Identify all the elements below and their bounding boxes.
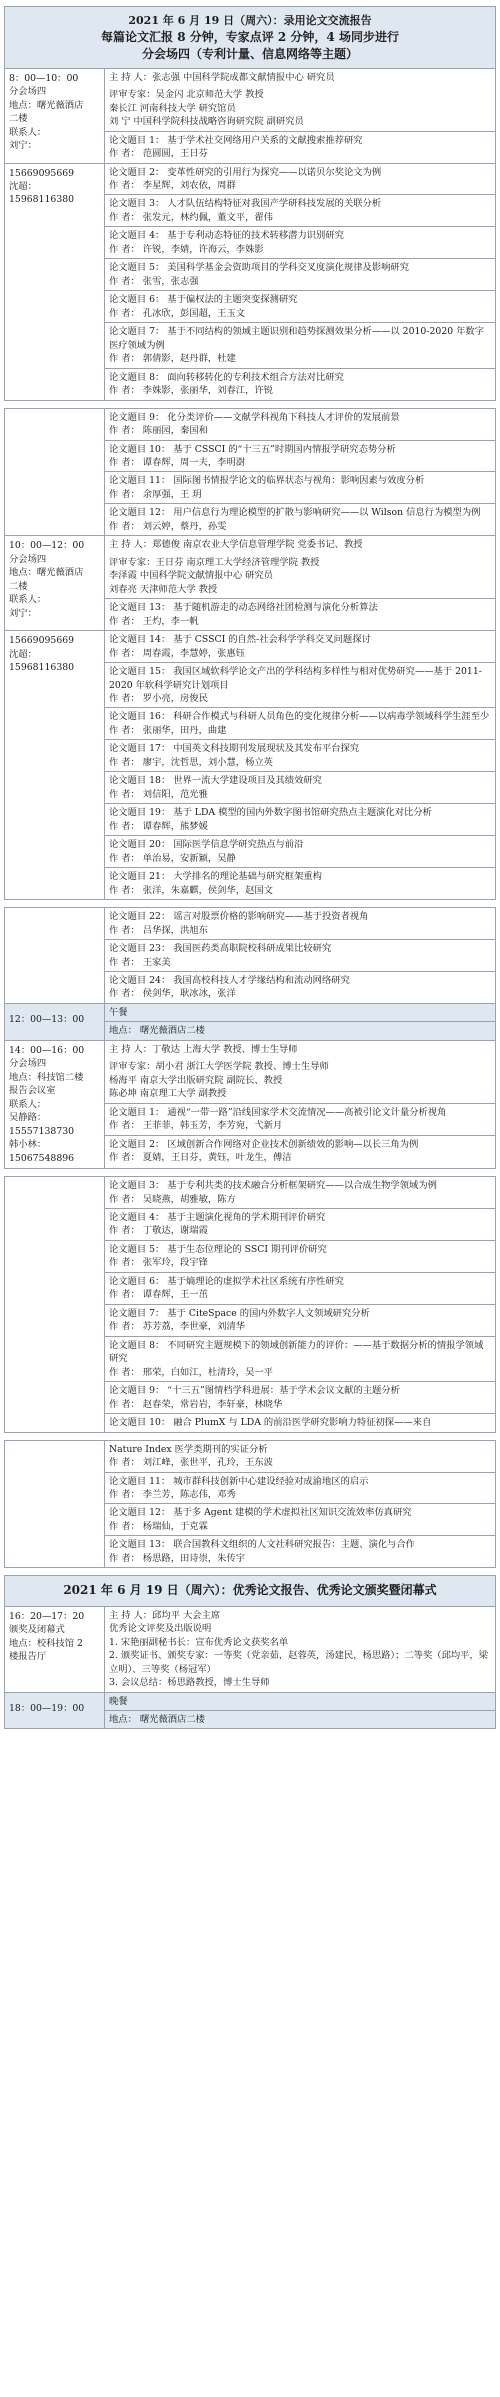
session-block-6 <box>4 907 496 1004</box>
paper-row: 论文题目 2： 区域创新合作网络对企业技术创新绩效的影响—以长三角为例 作 者： 夏婧，王日芬，黄钰，叶龙生，傅洁 <box>109 1138 419 1164</box>
paper-row: 论文题目 12： 用户信息行为理论模型的扩散与影响研究——以 Wilson 信息行为模型为例 作 者： 刘云婷，蔡丹，孙雯 <box>109 507 481 532</box>
paper-row: Nature Index 医学类期刊的实证分析 作 者： 刘江峰，张世平，孔玲，王东波 <box>105 1441 495 1473</box>
paper-row: 论文题目 3： 人才队伍结构特征对我国产学研科技发展的关联分析 作 者： 张发元，林约佩，董文平，翟伟 <box>105 195 495 227</box>
paper-row: 论文题目 10： 融合 PlumX 与 LDA 的前沿医学研究影响力特征初探——来自 <box>109 1417 432 1429</box>
lunch-location: 地点： 曙光薇酒店二楼 <box>109 1025 205 1037</box>
lunch-block <box>4 1004 496 1041</box>
paper-row: 论文题目 6： 基于偏权法的主题突变探测研究 作 者： 孔冰欣，彭国超，王玉文 <box>105 291 495 323</box>
session-block-4 <box>4 536 496 631</box>
closing-agenda: 主 持 人：邱均平 大会主席 优秀论文评奖及出版说明 1. 宋艳丽副秘书长：宣布优秀论文获奖名单 2. 颁奖证书、颁奖专家：一等奖（党亲茹，赵蓉英，汤建民，杨思路）；二等奖（邱均平，梁立明）、三等奖（杨冠军） 3. 会议总结：杨思路教授，博士生导师 <box>109 1609 489 1689</box>
session-3-info: 14：00—16：00 分会场四 地点：科技馆二楼 报告会议室 联系人： 吴静路： 15557138730 韩小林： 15067548896 <box>5 1041 105 1168</box>
lunch-label: 午餐 <box>105 1004 495 1022</box>
session-2-experts: 评审专家：王日芬 南京理工大学经济管理学院 教授 李泽霞 中国科学院文献情报中心 研究员 刘春亮 天津师范大学 教授 <box>105 554 495 599</box>
session-block-1 <box>4 69 496 164</box>
paper-row: 论文题目 11： 城市群科技创新中心建设经验对成渝地区的启示 作 者： 李兰芳，陈志伟，邓秀 <box>105 1473 495 1505</box>
paper-row: 论文题目 9： 化分类评价——文献学科视角下科技人才评价的发展前景 作 者： 陈丽园，秦国和 <box>105 409 495 441</box>
closing-info: 16：20—17：20 颁奖及闭幕式 地点：校科技馆 2 楼报告厅 <box>5 1607 105 1692</box>
paper-row: 论文题目 9： “十三五”图情档学科进展：基于学术会议文献的主题分析 作 者： 赵春荣，常岩岩，李轩豪，林晓华 <box>105 1382 495 1414</box>
contact-info: 15669095669 沈超： 15968116380 <box>5 631 105 899</box>
session-1-chair: 主 持 人：张志强 中国科学院成都文献情报中心 研究员 <box>109 71 335 83</box>
paper-row: 论文题目 23： 我国医药类高职院校科研成果比较研究 作 者： 王家美 <box>105 940 495 972</box>
session-2-info: 10：00—12：00 分会场四 地点：曙光薇酒店 二楼 联系人： 刘宁： <box>5 536 105 630</box>
paper-row: 论文题目 1： 基于学术社交网络用户关系的文献搜索推荐研究 作 者： 范圆圆，王日芬 <box>109 134 363 160</box>
paper-row: 论文题目 19： 基于 LDA 模型的国内外数字图书馆研究热点主题演化对比分析 作 者： 谭春辉，熊梦媛 <box>105 804 495 836</box>
paper-row: 论文题目 4： 基于主题演化视角的学术期刊评价研究 作 者： 丁敬达，谢瑞霞 <box>105 1209 495 1241</box>
paper-row: 论文题目 7： 基于 CiteSpace 的国内外数字人文领域研究分析 作 者： 苏芳荔，李世豪，刘清华 <box>105 1305 495 1337</box>
closing-day-header: 2021 年 6 月 19 日（周六）：优秀论文报告、优秀论文颁奖暨闭幕式 <box>4 1575 496 1606</box>
paper-row: 论文题目 8： 面向转移转化的专利技术组合方法对比研究 作 者： 李姝影，张丽华，刘春江，许锐 <box>109 371 344 397</box>
paper-row: 论文题目 21： 大学排名的理论基础与研究框架重构 作 者： 张洋，朱嘉麒，侯剑华，赵国文 <box>109 871 322 896</box>
empty-cell <box>5 908 105 1003</box>
paper-row: 论文题目 6： 基于熵理论的虚拟学术社区系统有序性研究 作 者： 谭春辉，王一茁 <box>105 1273 495 1305</box>
session-2-chair: 主 持 人：郑德俊 南京农业大学信息管理学院 党委书记、教授 <box>109 539 363 551</box>
paper-row: 论文题目 11： 国际图书情报学论文的临界状态与视角：影响因素与效度分析 作 者： 余厚强，王 玥 <box>105 472 495 504</box>
paper-row: 论文题目 24： 我国高校科技人才学缘结构和流动网络研究 作 者： 侯剑华，耿冰冰，张洋 <box>109 974 350 1000</box>
paper-row: 论文题目 18： 世界一流大学建设项目及其绩效研究 作 者： 刘信阳，范光雅 <box>105 772 495 804</box>
session-block-5 <box>4 631 496 900</box>
paper-row: 论文题目 20： 国际医学信息学研究热点与前沿 作 者： 单治易，安新颖，吴静 <box>105 836 495 868</box>
session-block-3 <box>4 408 496 537</box>
dinner-time: 18：00—19：00 <box>5 1693 105 1729</box>
session-block-7 <box>4 1041 496 1169</box>
empty-cell <box>5 1441 105 1568</box>
day-header-line1: 2021 年 6 月 19 日（周六）：录用论文交流报告 <box>128 14 372 27</box>
paper-row: 论文题目 1： 通视“一带一路”沿线国家学术交流情况——高被引论文计量分析视角 作 者： 王菲菲，韩玉芳，李芳宛，弋新月 <box>105 1104 495 1136</box>
dinner-block <box>4 1693 496 1730</box>
contact-info: 15669095669 沈超： 15968116380 <box>5 164 105 400</box>
paper-row: 论文题目 12： 基于多 Agent 建模的学术虚拟社区知识交流效率仿真研究 作 者： 杨瑞仙，于克霖 <box>105 1504 495 1536</box>
session-3-chair: 主 持 人：丁敬达 上海大学 教授、博士生导师 <box>109 1043 298 1055</box>
paper-row: 论文题目 22： 谣言对股票价格的影响研究——基于投资者视角 作 者： 吕华探，洪旭东 <box>105 908 495 940</box>
session-block-9 <box>4 1440 496 1569</box>
dinner-location: 地点： 曙光薇酒店二楼 <box>109 1713 205 1725</box>
day-header-line3: 分会场四（专利计量、信息网络等主题） <box>141 47 358 62</box>
paper-row: 论文题目 3： 基于专利共类的技术融合分析框架研究——以合成生物学领域为例 作 者： 吴晓燕，胡雅敏，陈方 <box>105 1177 495 1209</box>
paper-row: 论文题目 15： 我国区域软科学论文产出的学科结构多样性与相对优势研究——基于 2011-2020 年软科学研究计划项目 作 者： 罗小亮，房俊民 <box>105 663 495 708</box>
day-header <box>4 6 496 69</box>
empty-cell <box>5 409 105 536</box>
paper-row: 论文题目 13： 联合国教科文组织的人文社科研究报告：主题、演化与合作 作 者： 杨思路，田诗崇，朱传宇 <box>109 1539 415 1564</box>
paper-row: 论文题目 16： 科研合作模式与科研人员角色的变化规律分析——以病毒学领域科学生涯至少 作 者： 张丽华，田丹，曲建 <box>105 708 495 740</box>
paper-row: 论文题目 13： 基于随机游走的动态网络社团检测与演化分析算法 作 者： 王灼，李一帆 <box>109 602 378 627</box>
session-block-2 <box>4 164 496 401</box>
closing-ceremony-block <box>4 1607 496 1693</box>
day-header-line2: 每篇论文汇报 8 分钟，专家点评 2 分钟，4 场同步进行 <box>101 29 399 44</box>
session-3-experts: 评审专家：胡小君 浙江大学医学院 教授、博士生导师 杨海平 南京大学出版研究院 副院长、教授 陈必坤 南京理工大学 副教授 <box>105 1058 495 1103</box>
paper-row: 论文题目 5： 美国科学基金会资助项目的学科交叉度演化规律及影响研究 作 者： 张雪，张志强 <box>105 259 495 291</box>
lunch-time: 12：00—13：00 <box>5 1004 105 1040</box>
paper-row: 论文题目 10： 基于 CSSCI 的“十三五”时期国内情报学研究态势分析 作 者： 谭春辉，周一夫，李明澍 <box>105 441 495 473</box>
paper-row: 论文题目 8： 不同研究主题规模下的领域创新能力的评价：——基于数据分析的情报学领域研究 作 者： 邢荣，白如江，杜清玲，吴一平 <box>105 1337 495 1382</box>
paper-row: 论文题目 17： 中国英文科技期刊发展现状及其发布平台探究 作 者： 廖宇，沈哲思，刘小慧，杨立英 <box>105 740 495 772</box>
paper-row: 论文题目 7： 基于不同结构的领域主题识别和趋势探测效果分析——以 2010-2020 年数字医疗领域为例 作 者： 郭倩影，赵丹群，杜建 <box>105 323 495 368</box>
session-1-info: 8：00—10：00 分会场四 地点：曙光薇酒店 二楼 联系人： 刘宁： <box>5 69 105 163</box>
session-1-experts: 评审专家：吴金闪 北京师范大学 教授 秦长江 河南科技大学 研究馆员 刘 宁 中国科学院科技战略咨询研究院 副研究员 <box>105 86 495 131</box>
paper-row: 论文题目 14： 基于 CSSCI 的自然-社会科学学科交叉问题探讨 作 者： 周春霞，李慧婷，张惠钰 <box>105 631 495 663</box>
empty-cell <box>5 1177 105 1432</box>
paper-row: 论文题目 2： 变革性研究的引用行为探究——以诺贝尔奖论文为例 作 者： 李星辉，刘农依，周群 <box>105 164 495 196</box>
dinner-label: 晚餐 <box>105 1693 495 1711</box>
session-block-8 <box>4 1176 496 1433</box>
paper-row: 论文题目 5： 基于生态位理论的 SSCI 期刊评价研究 作 者： 张军玲，段宇锋 <box>105 1241 495 1273</box>
paper-row: 论文题目 4： 基于专利动态特征的技术转移潜力识别研究 作 者： 许锐，李婧，许海云，李姝影 <box>105 227 495 259</box>
